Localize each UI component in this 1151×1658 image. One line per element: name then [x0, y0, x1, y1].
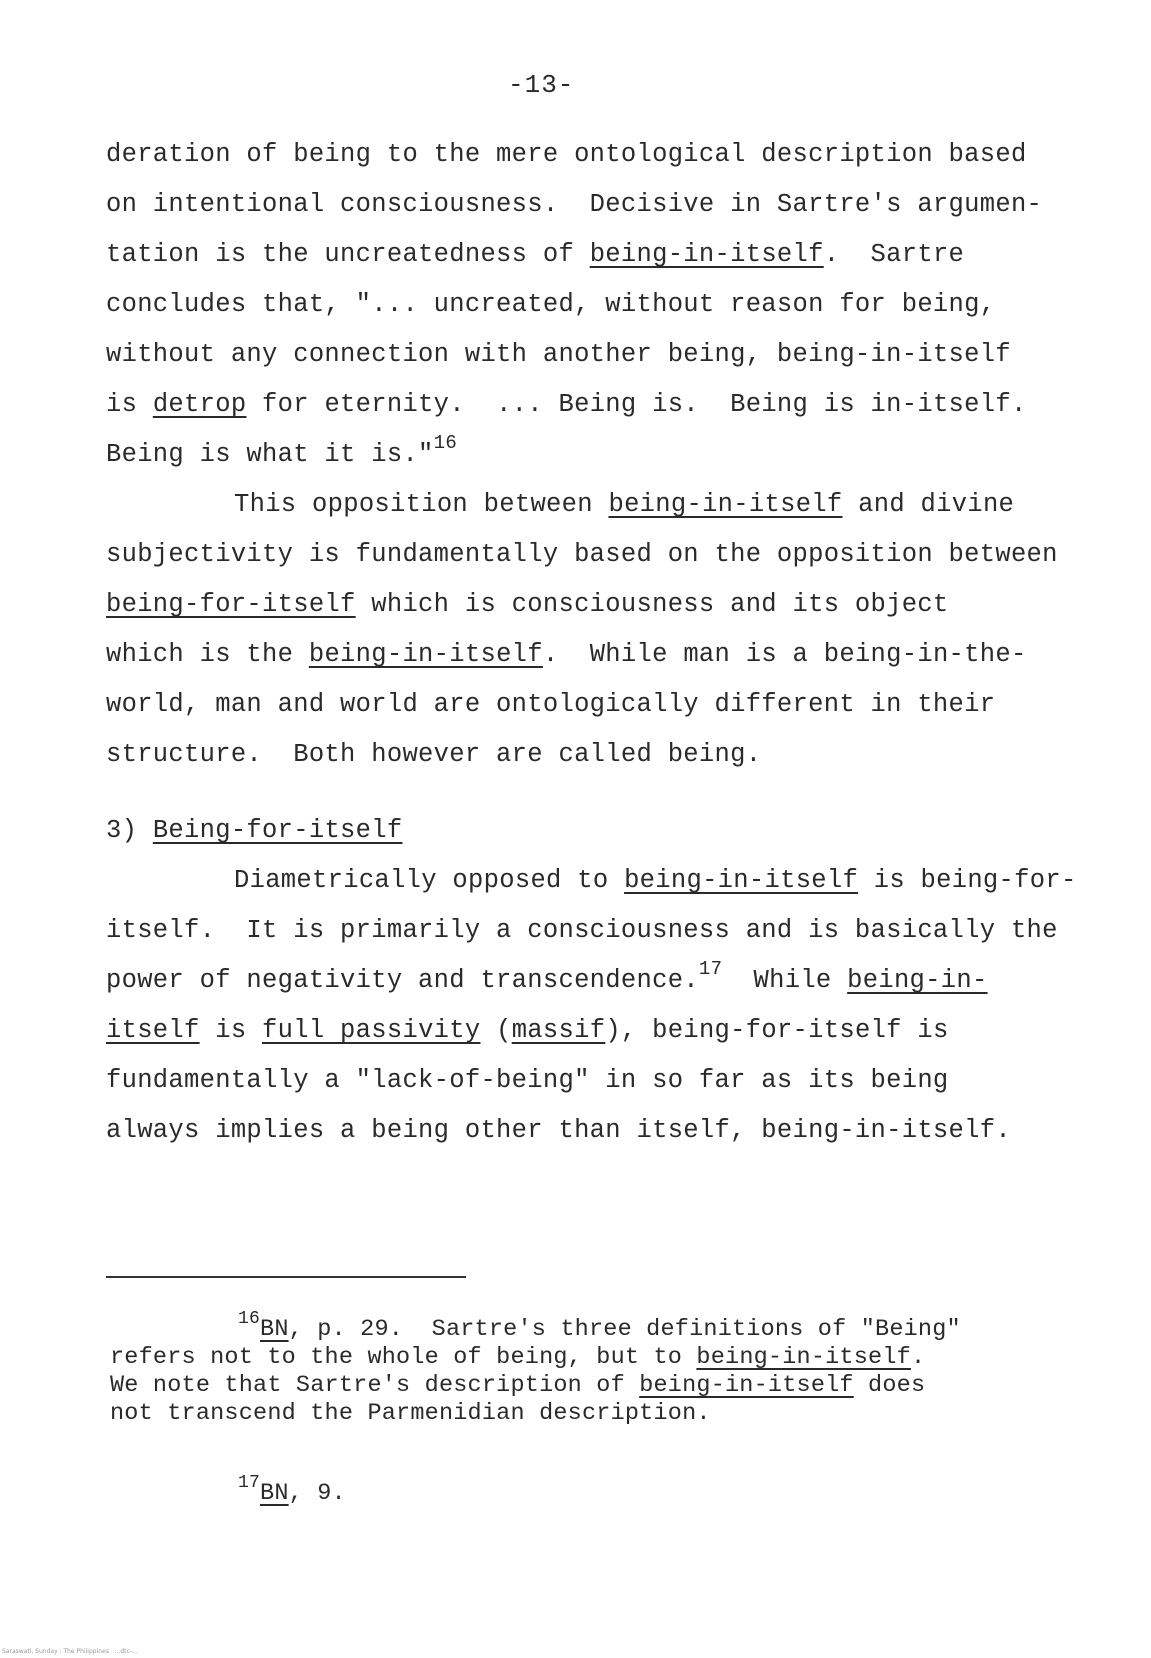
page-number: -13-: [508, 70, 575, 100]
underlined-term: massif: [511, 1016, 606, 1045]
underlined-term: being-in-itself: [624, 866, 859, 895]
body-line: concludes that, "... uncreated, without reason for being,: [106, 290, 996, 319]
section-heading: 3) Being-for-itself: [106, 816, 403, 845]
body-line: on intentional consciousness. Decisive in Sartre's argumen-: [106, 190, 1043, 219]
body-line: itself. It is primarily a consciousness and is basically the: [106, 916, 1058, 945]
scan-margin-note: Saraswati, Sunday : The Philippines ...dtc-...: [2, 1648, 138, 1655]
body-line: subjectivity is fundamentally based on the opposition between: [106, 540, 1058, 569]
body-line: Diametrically opposed to being-in-itself is being-for-: [234, 866, 1077, 895]
footnote-divider: [106, 1276, 466, 1278]
underlined-term: full passivity: [262, 1016, 481, 1045]
underlined-term: being-in-: [847, 966, 988, 995]
footnote-17: $^{17}$BN, 9.: [238, 1473, 346, 1507]
underlined-term: being-in-itself: [308, 640, 543, 669]
footnote-line: not transcend the Parmenidian description.: [110, 1400, 711, 1427]
section-heading-title: Being-for-itself: [152, 816, 403, 845]
footnote-ref: 17: [698, 958, 723, 980]
body-line: itself is full passivity (massif), being-for-itself is: [106, 1016, 949, 1045]
body-line: Being is what it is."$^{16}$: [106, 432, 458, 469]
body-line: without any connection with another being, being-in-itself: [106, 340, 1011, 369]
body-line: is detrop for eternity. ... Being is. Being is in-itself.: [106, 390, 1027, 419]
underlined-term: itself: [106, 1016, 200, 1045]
body-line: deration of being to the mere ontological description based: [106, 140, 1027, 169]
body-line: being-for-itself which is consciousness and its object: [106, 590, 949, 619]
body-line: fundamentally a "lack-of-being" in so far as its being: [106, 1066, 949, 1095]
footnote-16: $^{16}$BN, p. 29. Sartre's three definitions of "Being": [238, 1309, 961, 1343]
body-line: tation is the uncreatedness of being-in-itself. Sartre: [106, 240, 965, 269]
body-line: always implies a being other than itself, being-in-itself.: [106, 1116, 1011, 1145]
body-line: power of negativity and transcendence.$^{17}$ While being-in-: [106, 958, 988, 995]
body-line: world, man and world are ontologically different in their: [106, 690, 996, 719]
body-line: structure. Both however are called being.: [106, 740, 762, 769]
body-line: which is the being-in-itself. While man is a being-in-the-: [106, 640, 1027, 669]
footnote-ref: 16: [433, 432, 458, 454]
underlined-term: being-in-itself: [589, 240, 824, 269]
body-line: This opposition between being-in-itself and divine: [234, 490, 1015, 519]
footnote-line: refers not to the whole of being, but to being-in-itself.: [110, 1344, 926, 1371]
footnote-line: We note that Sartre's description of being-in-itself does: [110, 1372, 926, 1399]
underlined-term: being-for-itself: [106, 590, 356, 619]
underlined-term: detrop: [152, 390, 247, 419]
underlined-term: being-in-itself: [608, 490, 843, 519]
